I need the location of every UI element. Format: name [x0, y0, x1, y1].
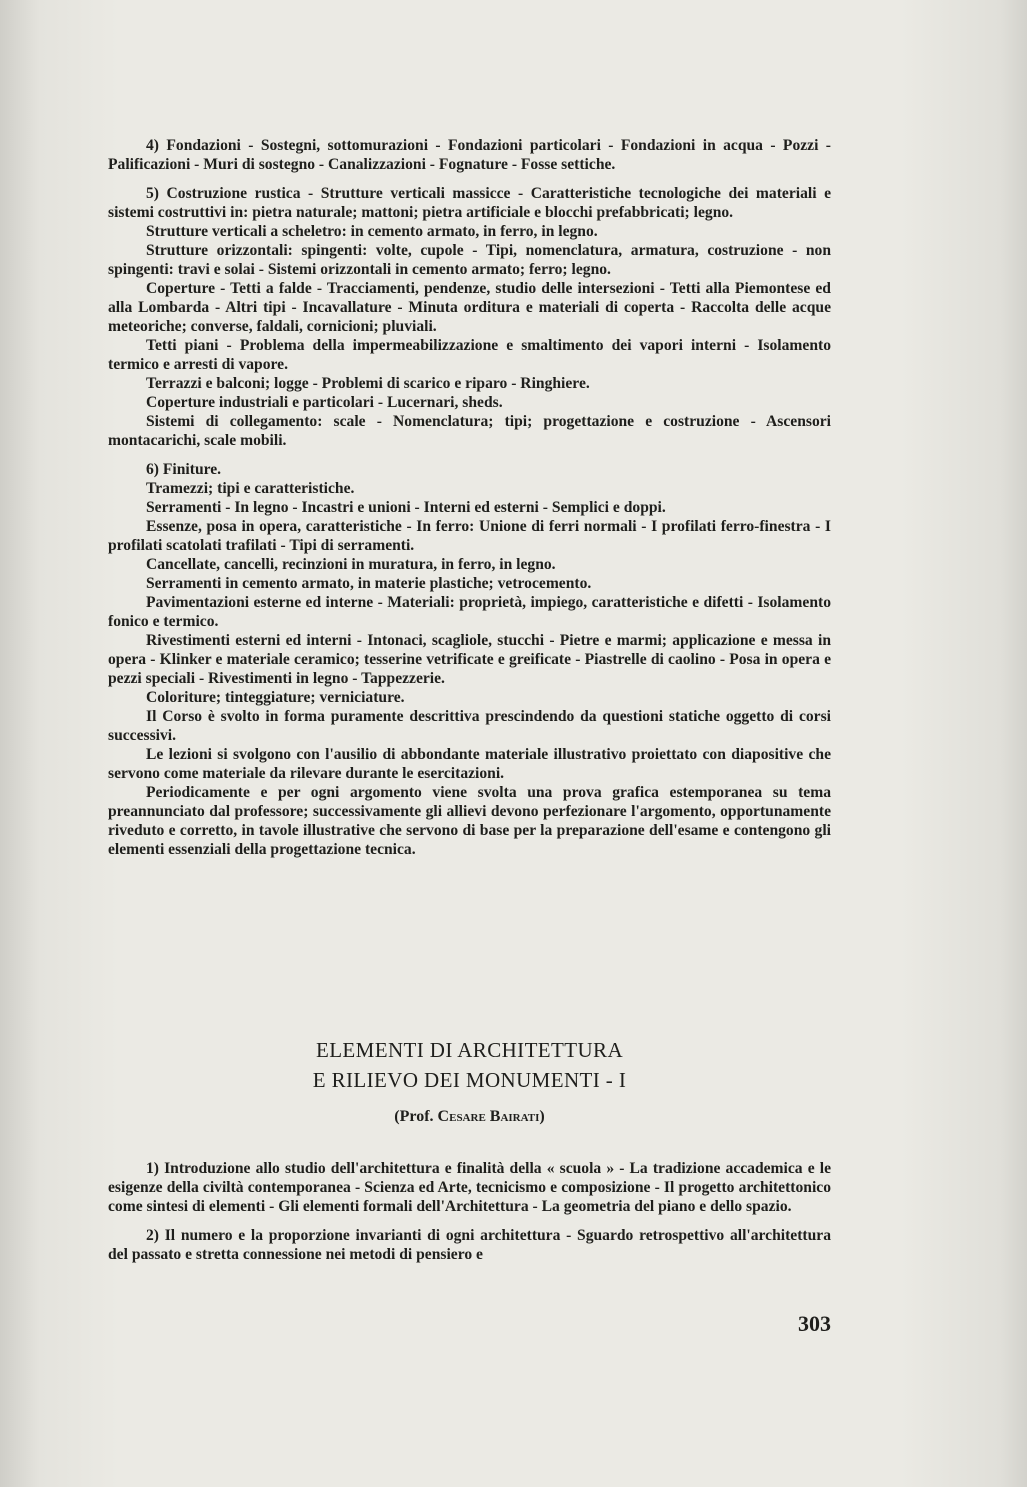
course-program-text-continued [108, 136, 831, 859]
course-title-line-1: ELEMENTI DI ARCHITETTURA [315, 1038, 624, 1062]
paragraph: Periodicamente e per ogni argomento viene svolta una prova grafica estemporanea su tema preannunciato dal professore; successivamente gli allievi devono perfezionare l'argomento, opportunamente riveduto e corretto, in tavole illustrative che servono di base per la preparazione dell'esame e contengono gli elementi essenziali della progettazione tecnica. [108, 784, 831, 858]
page-number: 303 [798, 1311, 831, 1336]
paragraph: 4) Fondazioni - Sostegni, sottomurazioni - Fondazioni particolari - Fondazioni in acqua - Pozzi - Palificazioni - Muri di sostegno - Canalizzazioni - Fognature - Fosse settiche. [108, 137, 831, 173]
paragraph: Serramenti - In legno - Incastri e unioni - Interni ed esterni - Semplici e doppi. [146, 499, 666, 516]
course-title-line-2: E RILIEVO DEI MONUMENTI - I [312, 1068, 627, 1092]
paragraph: Cancellate, cancelli, recinzioni in muratura, in ferro, in legno. [146, 556, 556, 573]
paragraph: 1) Introduzione allo studio dell'architettura e finalità della « scuola » - La tradizione accademica e le esigenze della civiltà contemporanea - Scienza ed Arte, tecnicismo e composizione - Il progetto architettonico come sintesi di elementi - Gli elementi formali dell'Architettura - La geometria del piano e dello spazio. [108, 1160, 831, 1215]
professor-prefix: (Prof. [394, 1108, 434, 1125]
paragraph: Tetti piani - Problema della impermeabilizzazione e smaltimento dei vapori interni - Isolamento termico e arresti di vapore. [108, 337, 831, 373]
paragraph: Coperture industriali e particolari - Lucernari, sheds. [146, 394, 503, 411]
paragraph: Tramezzi; tipi e caratteristiche. [146, 480, 355, 497]
paragraph: 5) Costruzione rustica - Strutture verticali massicce - Caratteristiche tecnologiche dei materiali e sistemi costruttivi in: pietra naturale; mattoni; pietra artificiale e blocchi prefabbricati; legno. [108, 185, 831, 221]
paragraph: Coperture - Tetti a falde - Tracciamenti, pendenze, studio delle intersezioni - Tetti alla Piemontese ed alla Lombarda - Altri tipi - Incavallature - Minuta orditura e materiali di coperta - Raccolta delle acque meteoriche; converse, faldali, cornicioni; pluviali. [108, 280, 831, 335]
professor-suffix: ) [539, 1108, 545, 1125]
professor-name: Cesare Bairati [437, 1108, 540, 1125]
paragraph: Serramenti in cemento armato, in materie plastiche; vetrocemento. [146, 575, 592, 592]
paragraph: Essenze, posa in opera, caratteristiche - In ferro: Unione di ferri normali - I profilati ferro-finestra - I profilati scatolati trafilati - Tipi di serramenti. [108, 518, 831, 554]
paragraph: Strutture orizzontali: spingenti: volte, cupole - Tipi, nomenclatura, armatura, costruzione - non spingenti: travi e solai - Sistemi orizzontali in cemento armato; ferro; legno. [108, 242, 831, 278]
paragraph: Le lezioni si svolgono con l'ausilio di abbondante materiale illustrativo proiettato con diapositive che servono come materiale da rilevare durante le esercitazioni. [108, 746, 831, 782]
paragraph: Strutture verticali a scheletro: in cemento armato, in ferro, in legno. [146, 223, 598, 240]
paragraph: Terrazzi e balconi; logge - Problemi di scarico e riparo - Ringhiere. [146, 375, 590, 392]
paragraph: Rivestimenti esterni ed interni - Intonaci, scagliole, stucchi - Pietre e marmi; applicazione e messa in opera - Klinker e materiale ceramico; tesserine vetrificate e greificate - Piastrelle di caolino - Posa in opera e pezzi speciali - Rivestimenti in legno - Tappezzerie. [108, 632, 831, 687]
paragraph: Sistemi di collegamento: scale - Nomenclatura; tipi; progettazione e costruzione - Ascensori montacarichi, scale mobili. [108, 413, 831, 449]
paragraph: 2) Il numero e la proporzione invarianti di ogni architettura - Sguardo retrospettivo all'architettura del passato e stretta connessione nei metodi di pensiero e [108, 1227, 831, 1263]
professor-line [108, 1108, 831, 1126]
paragraph: 6) Finiture. [146, 461, 222, 478]
course-program-text [108, 1159, 831, 1264]
paragraph: Pavimentazioni esterne ed interne - Materiali: proprietà, impiego, caratteristiche e difetti - Isolamento fonico e termico. [108, 594, 831, 630]
paragraph: Coloriture; tinteggiature; verniciature. [146, 689, 405, 706]
course-heading [108, 1035, 831, 1095]
paragraph: Il Corso è svolto in forma puramente descrittiva prescindendo da questioni statiche oggetto di corsi successivi. [108, 708, 831, 744]
